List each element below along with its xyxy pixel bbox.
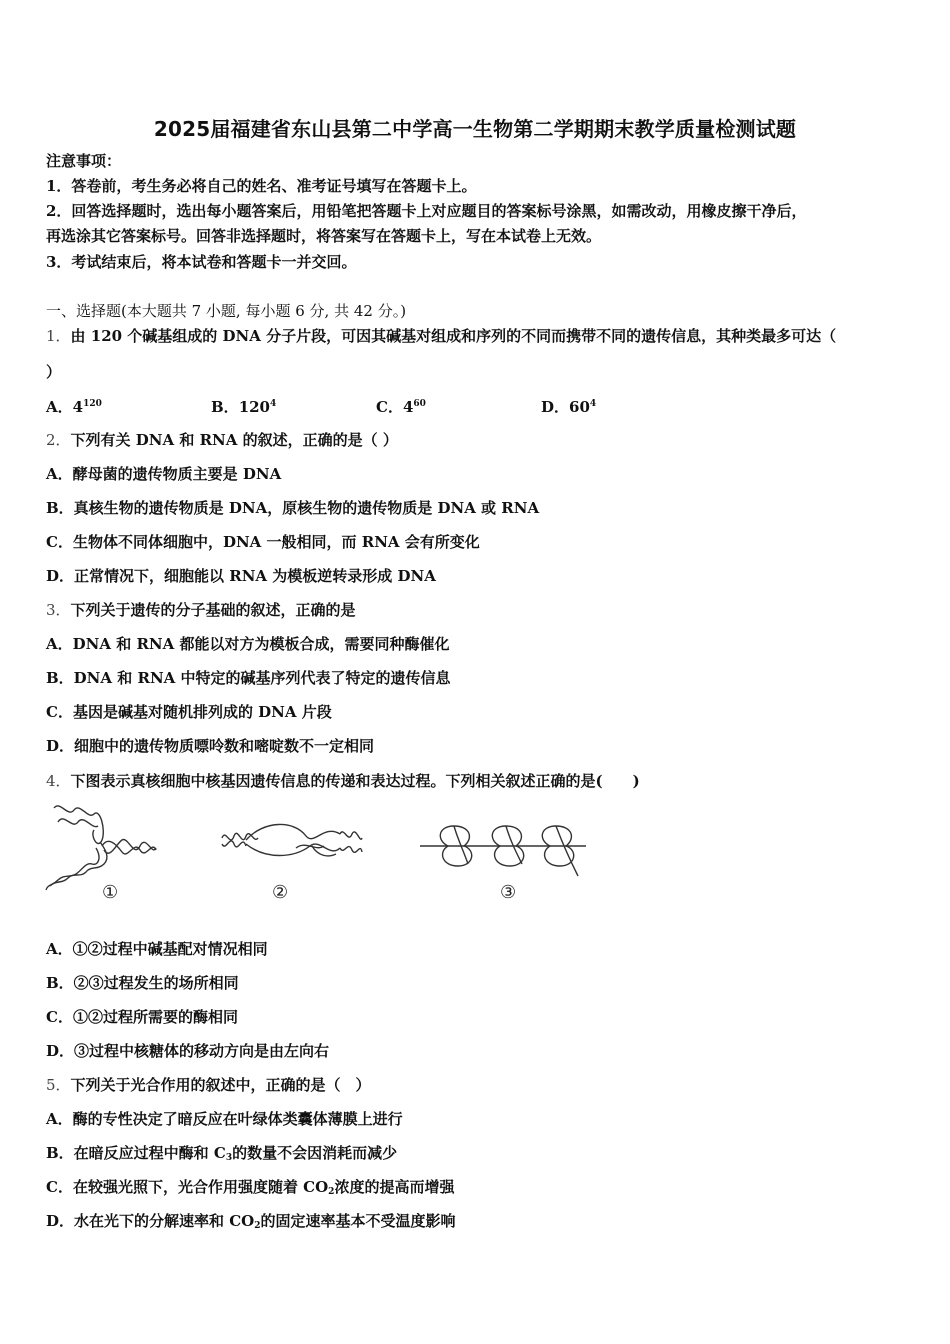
option-text: C．在较强光照下，光合作用强度随着 CO — [46, 1178, 329, 1196]
question-text: 下列关于遗传的分子基础的叙述，正确的是 — [70, 601, 356, 619]
question-text: 下列有关 DNA 和 RNA 的叙述，正确的是（ ） — [70, 431, 398, 449]
option-exponent: 4 — [270, 399, 277, 409]
option-subscript: 3 — [225, 1153, 233, 1163]
notice-item: 2．回答选择题时，选出每小题答案后，用铅笔把答题卡上对应题目的答案标号涂黑，如需改动，用橡皮擦干净后， — [46, 202, 807, 220]
question-number: 3． — [46, 601, 71, 619]
question-number: 2． — [46, 431, 71, 449]
question-text: 下列关于光合作用的叙述中，正确的是（ ） — [70, 1076, 371, 1094]
option-text: 的数量不会因消耗而减少 — [232, 1144, 398, 1162]
q4-option-c: C．①②过程所需要的酶相同 — [46, 1008, 238, 1026]
q5-option-c — [46, 1177, 454, 1197]
option-base: 4 — [402, 398, 414, 416]
option-text: 的固定速率基本不受温度影响 — [260, 1212, 456, 1230]
page-title: 2025届福建省东山县第二中学高一生物第二学期期末教学质量检测试题 — [153, 117, 797, 141]
question-text: 下图表示真核细胞中核基因遗传信息的传递和表达过程。下列相关叙述正确的是( ) — [70, 772, 640, 790]
option-subscript: 2 — [328, 1187, 335, 1197]
option-text: 浓度的提高而增强 — [334, 1178, 455, 1196]
q4-option-d: D．③过程中核糖体的移动方向是由左向右 — [46, 1042, 330, 1060]
notice-heading: 注意事项： — [46, 152, 122, 170]
q3-option-c: C．基因是碱基对随机排列成的 DNA 片段 — [46, 703, 332, 721]
q5-option-d — [46, 1211, 456, 1231]
figure-label-2: ② — [272, 882, 289, 903]
question-1-cont: ） — [46, 363, 62, 381]
option-exponent: 4 — [589, 399, 597, 409]
option-base: 120 — [238, 398, 270, 416]
option-label: C． — [376, 398, 403, 416]
q1-option-d — [541, 396, 596, 417]
q3-option-d: D．细胞中的遗传物质嘌呤数和嘧啶数不一定相同 — [46, 737, 375, 755]
q3-option-a: A．DNA 和 RNA 都能以对方为模板合成，需要同种酶催化 — [46, 635, 450, 653]
question-number: 4． — [46, 772, 71, 790]
q5-option-a: A．酶的专性决定了暗反应在叶绿体类囊体薄膜上进行 — [46, 1110, 403, 1128]
figure-label-3: ③ — [500, 882, 517, 903]
option-label: D． — [541, 398, 570, 416]
figure-label-1: ① — [102, 882, 119, 903]
option-base: 4 — [72, 398, 84, 416]
question-3 — [46, 600, 356, 620]
option-text: D．水在光下的分解速率和 CO — [46, 1212, 255, 1230]
notice-item: 1．答卷前，考生务必将自己的姓名、准考证号填写在答题卡上。 — [46, 177, 477, 195]
q1-option-a — [46, 396, 102, 417]
gene-expression-figure — [44, 800, 604, 910]
question-text: 由 120 个碱基组成的 DNA 分子片段，可因其碱基对组成和序列的不同而携带不同的遗传信息，其种类最多可达（ — [70, 327, 837, 345]
question-4 — [46, 771, 640, 791]
q4-option-b: B．②③过程发生的场所相同 — [46, 974, 239, 992]
q2-option-c: C．生物体不同体细胞中，DNA 一般相同，而 RNA 会有所变化 — [46, 533, 480, 551]
question-1 — [46, 326, 836, 346]
q5-option-b — [46, 1143, 397, 1163]
transcription-diagram — [222, 824, 362, 855]
option-exponent: 60 — [413, 399, 426, 409]
q3-option-b: B．DNA 和 RNA 中特定的碱基序列代表了特定的遗传信息 — [46, 669, 451, 687]
option-exponent: 120 — [83, 399, 102, 409]
option-subscript: 2 — [254, 1221, 261, 1231]
q4-option-a: A．①②过程中碱基配对情况相同 — [46, 940, 268, 958]
option-label: B． — [211, 398, 239, 416]
question-5 — [46, 1075, 371, 1095]
q2-option-a: A．酵母菌的遗传物质主要是 DNA — [46, 465, 282, 483]
notice-item: 再选涂其它答案标号。回答非选择题时，将答案写在答题卡上，写在本试卷上无效。 — [46, 227, 602, 245]
q1-option-b — [211, 396, 276, 417]
option-text: B．在暗反应过程中酶和 C — [46, 1144, 226, 1162]
translation-diagram — [420, 826, 586, 876]
question-number: 5． — [46, 1076, 71, 1094]
q1-option-c — [376, 396, 426, 417]
question-2 — [46, 430, 398, 450]
notice-item: 3．考试结束后，将本试卷和答题卡一并交回。 — [46, 253, 357, 271]
dna-replication-diagram — [46, 806, 156, 890]
q2-option-b: B．真核生物的遗传物质是 DNA，原核生物的遗传物质是 DNA 或 RNA — [46, 499, 540, 517]
option-base: 60 — [569, 398, 590, 416]
question-number: 1． — [46, 327, 71, 345]
q2-option-d: D．正常情况下，细胞能以 RNA 为模板逆转录形成 DNA — [46, 567, 436, 585]
section-heading: 一、选择题(本大题共 7 小题, 每小题 6 分, 共 42 分。) — [46, 302, 407, 320]
option-label: A． — [46, 398, 73, 416]
